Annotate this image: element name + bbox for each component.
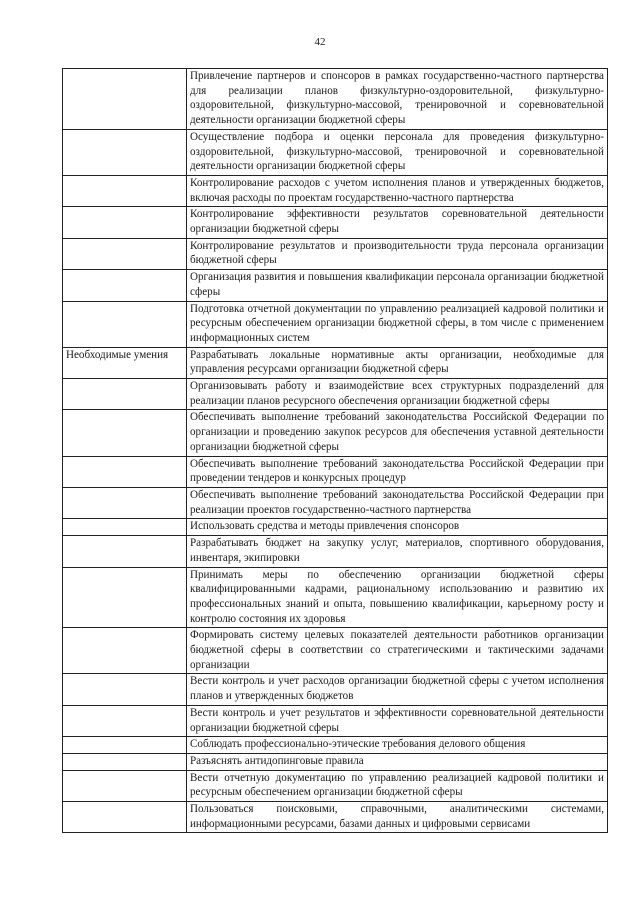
- table-row: [63, 753, 608, 770]
- row-content-cell: [187, 301, 608, 347]
- table-row: [63, 519, 608, 536]
- row-text: Контролирование расходов с учетом исполнения планов и утвержденных бюджетов, включая расходы по проектам государственно-частного партнерства: [190, 176, 604, 204]
- row-content-cell: [187, 487, 608, 518]
- page-number: 42: [314, 36, 326, 48]
- row-text: Разъяснять антидопинговые правила: [190, 754, 364, 767]
- table-row: [63, 628, 608, 674]
- row-text: Привлечение партнеров и спонсоров в рамках государственно-частного партнерства для реализации планов физкультурно-оздоровительной, физкультурно-оздоровительной, физкультурно-массовой, тренировочной и соревновательной деятельности организации бюджетной сферы: [190, 70, 604, 127]
- row-heading-cell: [63, 270, 187, 301]
- row-heading-cell: [63, 207, 187, 238]
- table-row: [63, 410, 608, 456]
- row-heading-cell: [63, 129, 187, 175]
- row-heading-cell: [63, 567, 187, 628]
- row-content-cell: [187, 705, 608, 736]
- row-heading-cell: [63, 69, 187, 130]
- row-text: Вести контроль и учет расходов организации бюджетной сферы с учетом исполнения планов и утвержденных бюджетов: [190, 675, 604, 703]
- table-row: [63, 567, 608, 628]
- table-row: [63, 737, 608, 754]
- row-content-cell: [187, 456, 608, 487]
- row-content-cell: [187, 69, 608, 130]
- table-row: [63, 207, 608, 238]
- requirements-table: [62, 68, 608, 833]
- row-text: Осуществление подбора и оценки персонала для проведения физкультурно-оздоровительной, физкультурно-массовой, тренировочной и соревновательной деятельности организации бюджетной сферы: [190, 130, 604, 173]
- row-heading-cell: [63, 628, 187, 674]
- row-content-cell: [187, 270, 608, 301]
- row-content-cell: [187, 207, 608, 238]
- table-row: [63, 674, 608, 705]
- row-content-cell: [187, 410, 608, 456]
- table-row: [63, 770, 608, 801]
- row-text: Принимать меры по обеспечению организации бюджетной сферы квалифицированными кадрами, рациональному использованию и развитию их профессиональных знаний и опыта, повышению квалификации, карьерному росту и контролю состояния их здоровья: [190, 568, 604, 625]
- row-content-cell: [187, 674, 608, 705]
- row-content-cell: [187, 770, 608, 801]
- row-heading-cell: [63, 705, 187, 736]
- row-heading-cell: [63, 753, 187, 770]
- row-text: Организация развития и повышения квалификации персонала организации бюджетной сферы: [190, 271, 604, 298]
- table-row: [63, 347, 608, 378]
- row-content-cell: [187, 379, 608, 410]
- row-content-cell: [187, 238, 608, 269]
- row-content-cell: [187, 753, 608, 770]
- row-heading-cell: [63, 674, 187, 705]
- row-text: Вести отчетную документацию по управлению реализацией кадровой политики и ресурсным обеспечением организации бюджетной сферы: [190, 771, 604, 799]
- row-text: Разрабатывать бюджет на закупку услуг, материалов, спортивного оборудования, инвентаря, экипировки: [190, 537, 604, 564]
- row-heading-cell: [63, 410, 187, 456]
- table-row: [63, 802, 608, 833]
- row-text: Контролирование результатов и производительности труда персонала организации бюджетной сферы: [190, 239, 604, 267]
- row-text: Подготовка отчетной документации по управлению реализацией кадровой политики и ресурсным обеспечением организации бюджетной сферы, в том числе с применением информационных систем: [190, 302, 604, 344]
- row-text: Соблюдать профессионально-этические требования делового общения: [190, 738, 526, 751]
- row-content-cell: [187, 129, 608, 175]
- table-row: [63, 379, 608, 410]
- table-row: [63, 175, 608, 206]
- row-content-cell: [187, 536, 608, 567]
- row-text: Обеспечивать выполнение требований законодательства Российской Федерации при проведении тендеров и конкурсных процедур: [190, 457, 604, 485]
- row-content-cell: [187, 628, 608, 674]
- row-text: Контролирование эффективности результатов соревновательной деятельности организации бюджетной сферы: [190, 208, 604, 236]
- row-heading-cell: [63, 347, 187, 378]
- requirements-table-body: [63, 69, 608, 833]
- row-text: Вести контроль и учет результатов и эффективности соревновательной деятельности организации бюджетной сферы: [190, 706, 604, 734]
- row-text: Формировать систему целевых показателей деятельности работников организации бюджетной сферы в соответствии со стратегическими и тактическими задачами организации: [190, 629, 604, 671]
- table-row: [63, 270, 608, 301]
- table-row: [63, 487, 608, 518]
- row-heading-cell: [63, 238, 187, 269]
- row-text: Пользоваться поисковыми, справочными, аналитическими системами, информационными ресурсами, базами данных и цифровыми сервисами: [190, 803, 604, 830]
- table-row: [63, 705, 608, 736]
- row-heading-cell: [63, 770, 187, 801]
- section-heading: Необходимые умения: [66, 348, 169, 361]
- row-content-cell: [187, 737, 608, 754]
- row-text: Использовать средства и методы привлечения спонсоров: [190, 520, 460, 533]
- table-row: [63, 238, 608, 269]
- row-content-cell: [187, 802, 608, 833]
- row-content-cell: [187, 519, 608, 536]
- row-text: Разрабатывать локальные нормативные акты организации, необходимые для управления ресурсами организации бюджетной сферы: [190, 348, 604, 376]
- row-text: Обеспечивать выполнение требований законодательства Российской Федерации по организации и проведению закупок ресурсов для обеспечения уставной деятельности организации бюджетной сферы: [190, 411, 604, 453]
- row-heading-cell: [63, 175, 187, 206]
- row-content-cell: [187, 567, 608, 628]
- table-row: [63, 301, 608, 347]
- row-heading-cell: [63, 487, 187, 518]
- row-content-cell: [187, 175, 608, 206]
- table-row: [63, 456, 608, 487]
- row-heading-cell: [63, 802, 187, 833]
- row-heading-cell: [63, 536, 187, 567]
- row-heading-cell: [63, 456, 187, 487]
- row-heading-cell: [63, 737, 187, 754]
- table-row: [63, 69, 608, 130]
- row-text: Организовывать работу и взаимодействие всех структурных подразделений для реализации планов ресурсного обеспечения организации бюджетной сферы: [190, 380, 604, 407]
- row-heading-cell: [63, 301, 187, 347]
- row-heading-cell: [63, 379, 187, 410]
- table-row: [63, 129, 608, 175]
- row-text: Обеспечивать выполнение требований законодательства Российской Федерации при реализации проектов государственно-частного партнерства: [190, 488, 604, 516]
- table-row: [63, 536, 608, 567]
- row-content-cell: [187, 347, 608, 378]
- row-heading-cell: [63, 519, 187, 536]
